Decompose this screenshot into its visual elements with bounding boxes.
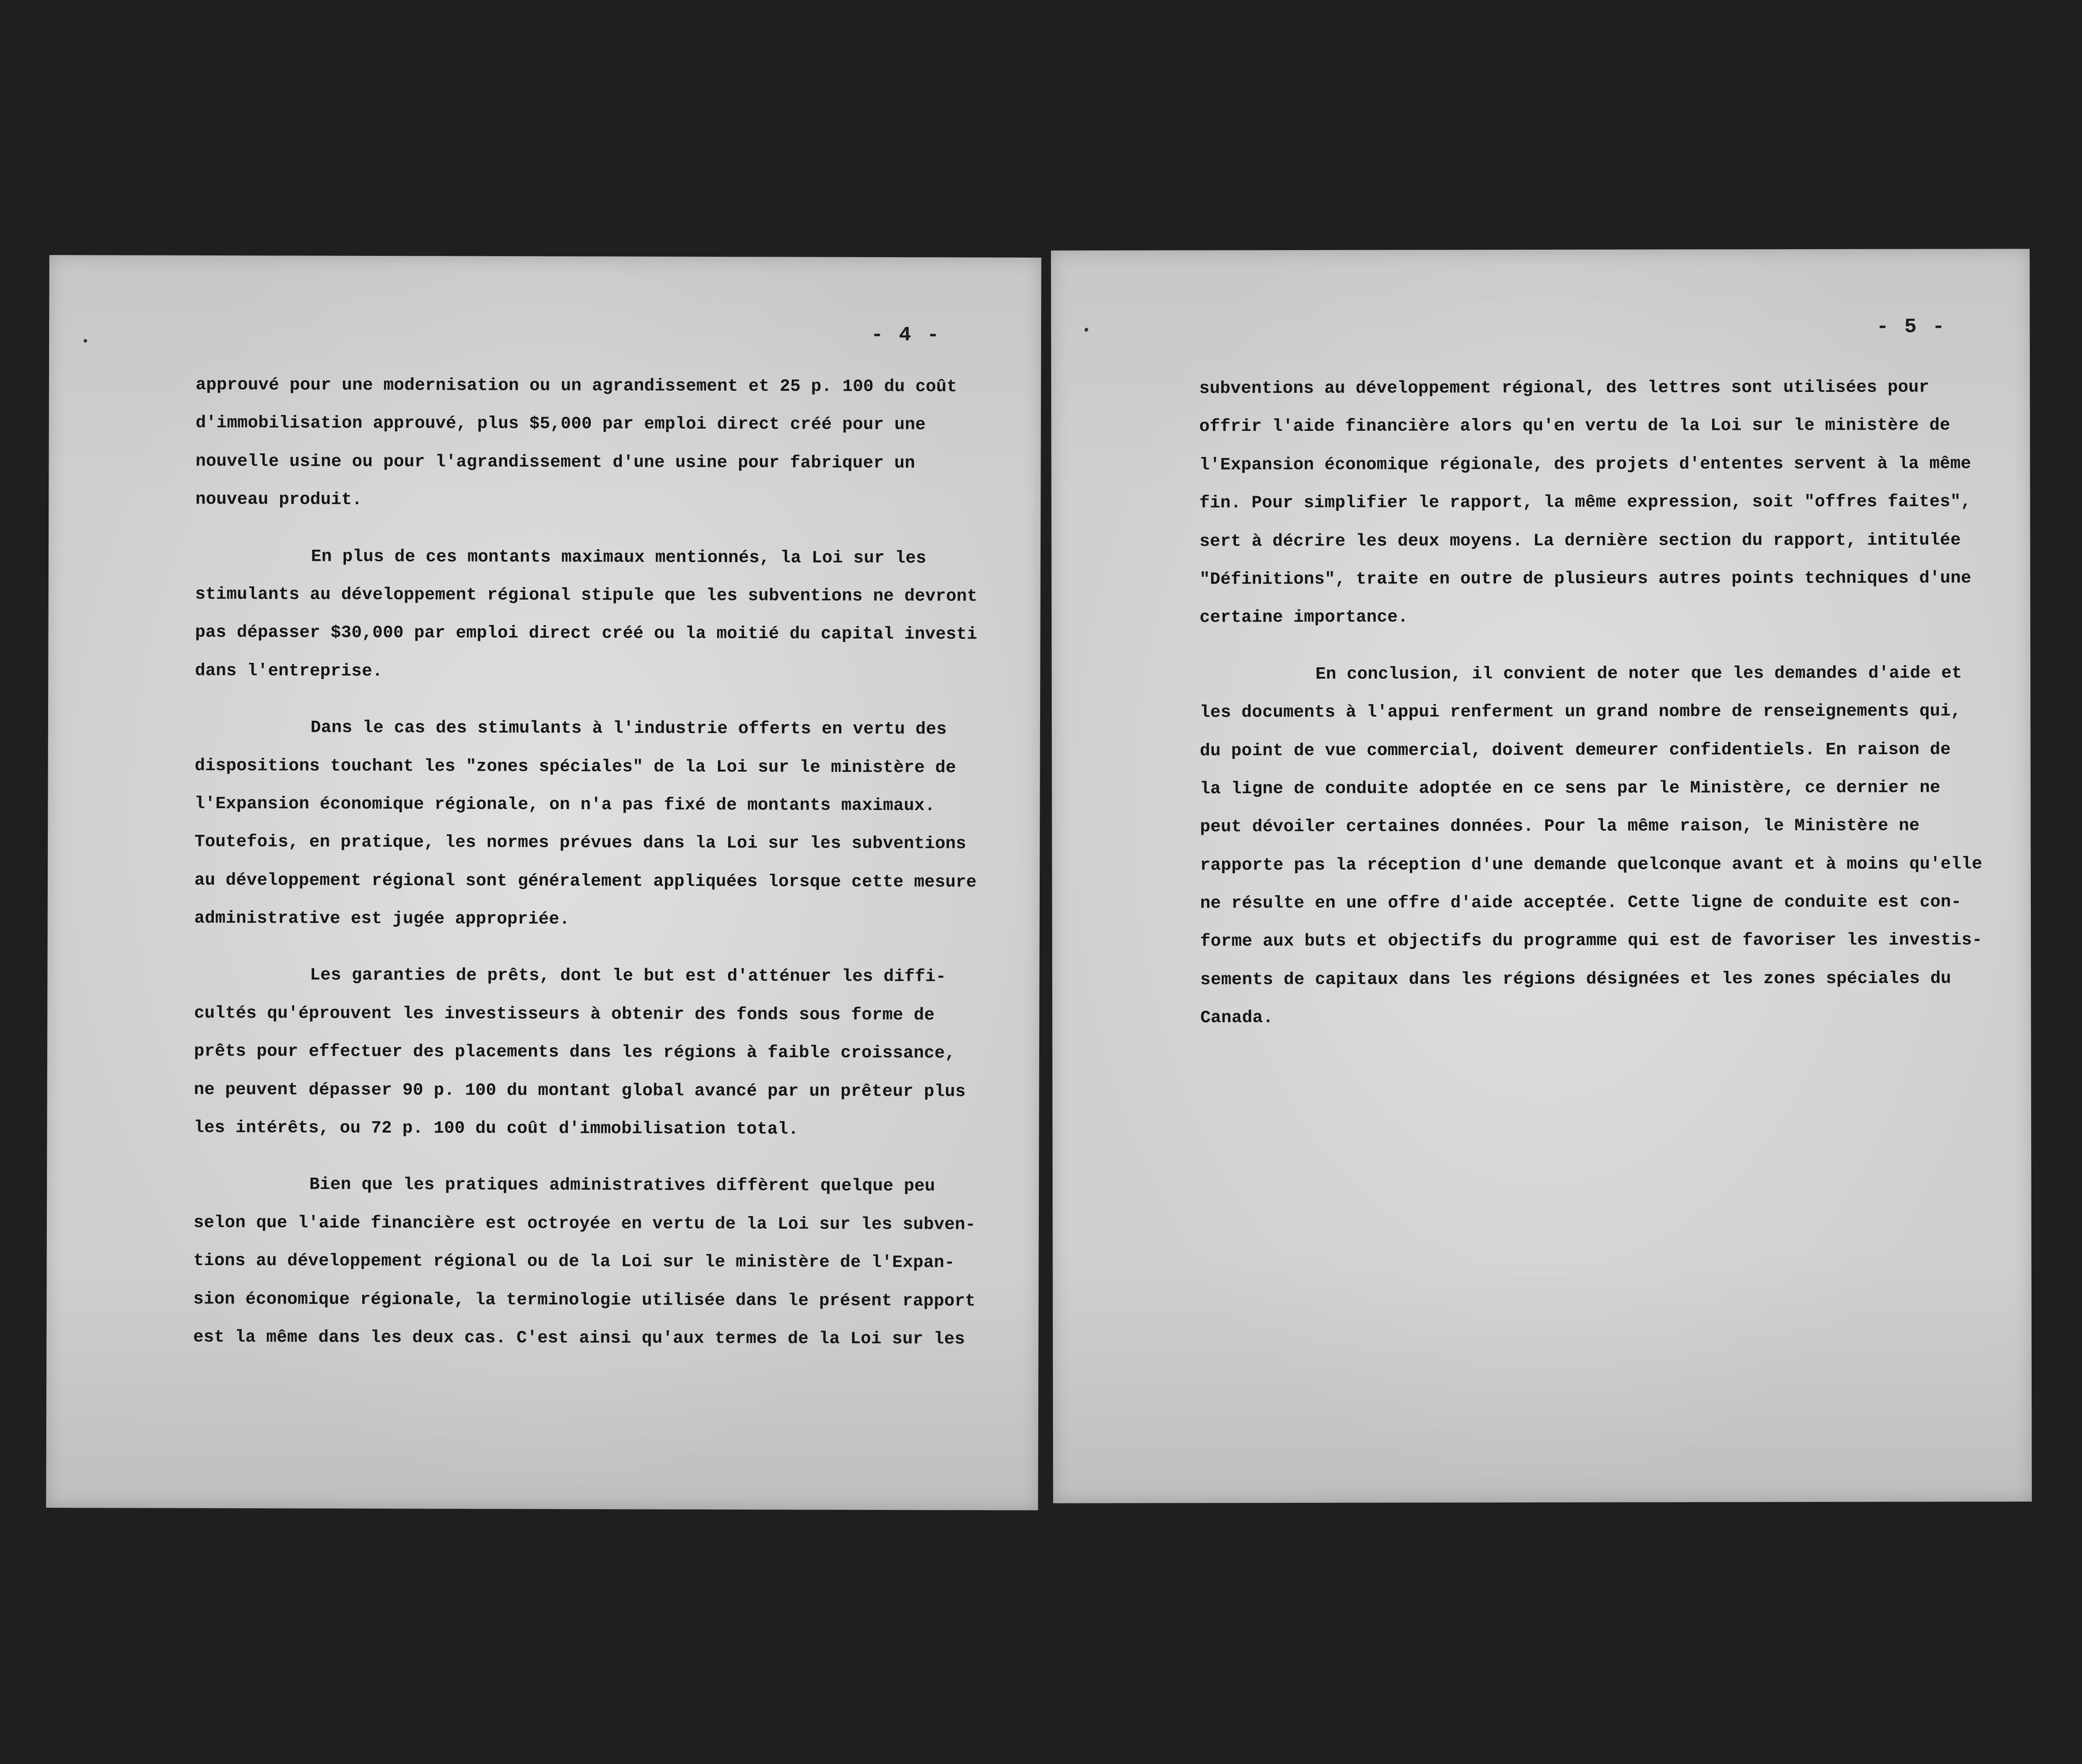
text-line: cultés qu'éprouvent les investisseurs à obtenir des fonds sous forme de <box>194 1003 935 1025</box>
text-line: "Définitions", traite en outre de plusieurs autres points techniques d'une <box>1199 568 1972 589</box>
text-line: dispositions touchant les "zones spéciales" de la Loi sur le ministère de <box>194 756 956 777</box>
text-line: Canada. <box>1200 1008 1273 1028</box>
text-line: prêts pour effectuer des placements dans les régions à faible croissance, <box>194 1042 956 1063</box>
scan-speck <box>84 339 87 342</box>
text-line: nouveau produit. <box>195 490 362 510</box>
text-line: Les garanties de prêts, dont le but est d'atténuer les diffi- <box>310 966 946 987</box>
paragraph <box>194 708 990 939</box>
text-line: dans l'entreprise. <box>195 661 383 681</box>
text-line: est la même dans les deux cas. C'est ainsi qu'aux termes de la Loi sur les <box>193 1327 965 1349</box>
text-line: ne résulte en une offre d'aide acceptée. Cette ligne de conduite est con- <box>1200 892 1962 913</box>
text-line: forme aux buts et objectifs du programme qui est de favoriser les investis- <box>1200 930 1983 951</box>
paragraph <box>193 1165 989 1358</box>
text-line: certaine importance. <box>1199 607 1409 627</box>
text-line: ne peuvent dépasser 90 p. 100 du montant global avancé par un prêteur plus <box>194 1080 966 1102</box>
scan-speck <box>1085 329 1087 332</box>
paragraph <box>194 956 989 1149</box>
paragraph <box>1200 654 1991 1037</box>
document-page-5 <box>1051 249 2032 1503</box>
text-line: subventions au développement régional, des lettres sont utilisées pour <box>1199 377 1930 399</box>
text-line: pas dépasser $30,000 par emploi direct créé ou la moitié du capital investi <box>195 623 977 644</box>
text-line: Dans le cas des stimulants à l'industrie offerts en vertu des <box>310 718 947 739</box>
text-line: rapporte pas la réception d'une demande quelconque avant et à moins qu'elle <box>1200 854 1983 875</box>
text-line: les intérêts, ou 72 p. 100 du coût d'immobilisation total. <box>194 1118 799 1139</box>
page-number: - 5 - <box>1876 315 1946 338</box>
text-line: l'Expansion économique régionale, on n'a pas fixé de montants maximaux. <box>194 794 935 816</box>
text-line: approuvé pour une modernisation ou un agrandissement et 25 p. 100 du coût <box>195 375 957 397</box>
text-line: les documents à l'appui renferment un grand nombre de renseignements qui, <box>1200 701 1961 722</box>
paragraph <box>195 537 991 692</box>
text-line: En plus de ces montants maximaux mentionnés, la Loi sur les <box>311 547 927 568</box>
text-line: administrative est jugée appropriée. <box>194 909 570 929</box>
text-line: selon que l'aide financière est octroyée en vertu de la Loi sur les subven- <box>193 1213 976 1235</box>
paragraph <box>195 366 991 521</box>
text-line: d'immobilisation approuvé, plus $5,000 par emploi direct créé pour une <box>195 413 926 435</box>
text-line: la ligne de conduite adoptée en ce sens par le Ministère, ce dernier ne <box>1200 778 1941 799</box>
text-line: En conclusion, il convient de noter que les demandes d'aide et <box>1315 663 1962 684</box>
text-line: stimulants au développement régional stipule que les subventions ne devront <box>195 584 978 606</box>
text-line: sements de capitaux dans les régions désignées et les zones spéciales du <box>1200 969 1951 990</box>
text-line: au développement régional sont généralement appliquées lorsque cette mesure <box>194 870 977 892</box>
text-line: fin. Pour simplifier le rapport, la même expression, soit "offres faites", <box>1199 492 1972 513</box>
text-line: sert à décrire les deux moyens. La dernière section du rapport, intitulée <box>1199 530 1961 551</box>
text-line: offrir l'aide financière alors qu'en vertu de la Loi sur le ministère de <box>1199 415 1950 437</box>
page-body <box>193 366 991 1377</box>
text-line: Toutefois, en pratique, les normes prévues dans la Loi sur les subventions <box>194 832 966 854</box>
document-page-4 <box>46 255 1041 1510</box>
text-line: tions au développement régional ou de la Loi sur le ministère de l'Expan- <box>193 1251 955 1273</box>
paragraph <box>1199 368 1991 637</box>
text-line: Bien que les pratiques administratives diffèrent quelque peu <box>309 1175 935 1196</box>
text-line: l'Expansion économique régionale, des projets d'ententes servent à la même <box>1199 454 1972 475</box>
page-number: - 4 - <box>871 323 941 347</box>
text-line: sion économique régionale, la terminologie utilisée dans le présent rapport <box>193 1289 976 1311</box>
text-line: peut dévoiler certaines données. Pour la même raison, le Ministère ne <box>1200 816 1920 837</box>
text-line: nouvelle usine ou pour l'agrandissement d'une usine pour fabriquer un <box>195 451 916 473</box>
page-body <box>1199 368 1991 1056</box>
text-line: du point de vue commercial, doivent demeurer confidentiels. En raison de <box>1200 739 1951 760</box>
